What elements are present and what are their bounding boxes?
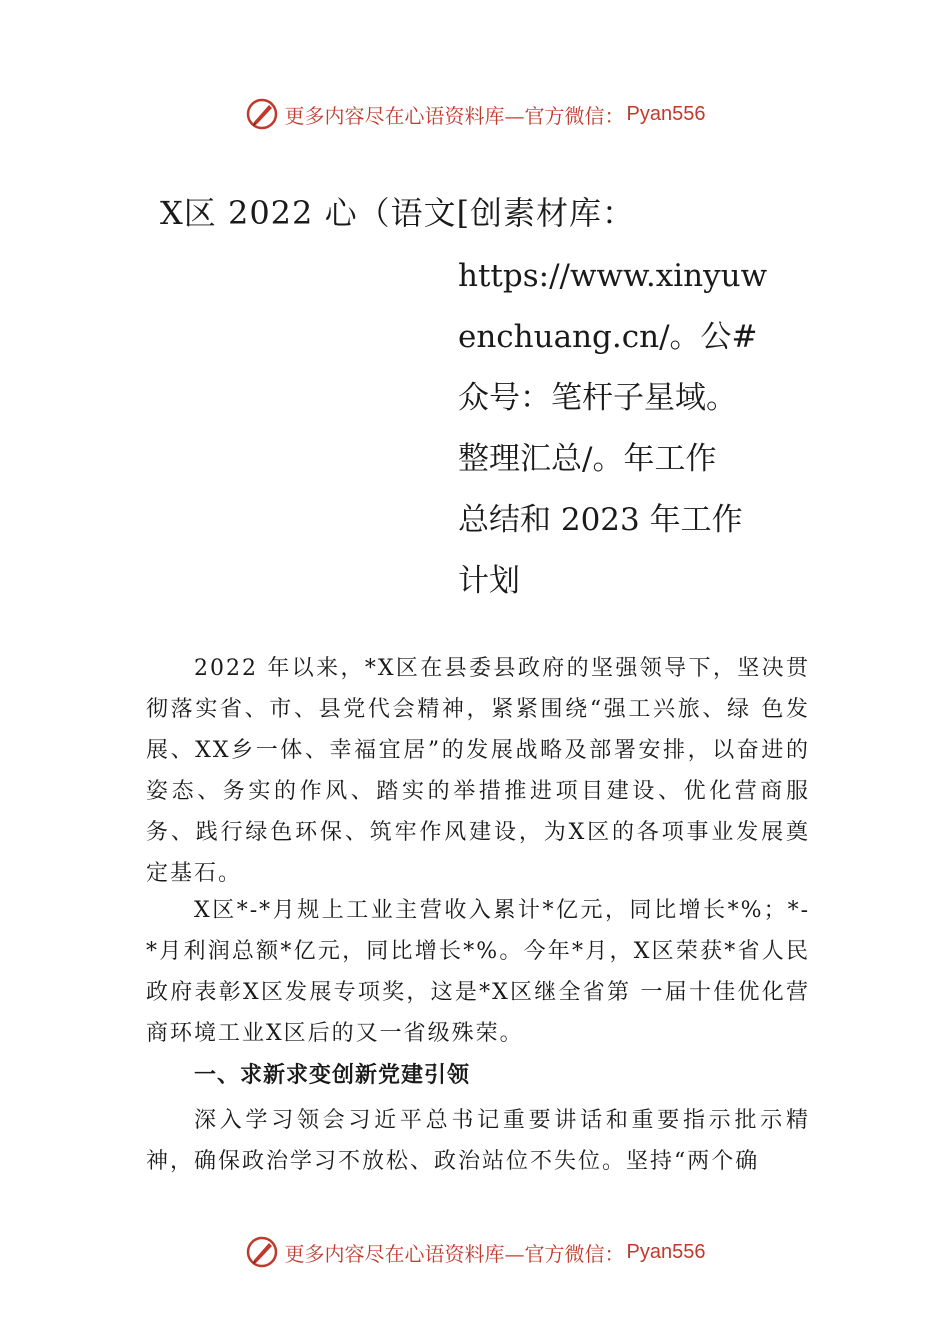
header-banner [0, 92, 950, 136]
title-line: 计划 [458, 563, 520, 599]
body-paragraph-1: 2022 年以来，*X区在县委县政府的坚强领导下，坚决贯彻落实省、市、县党代会精神，紧紧围绕“强工兴旅、绿 色发展、XX乡一体、幸福宜居”的发展战略及部署安排，以奋进的姿态、务实的作风、踏实的举措推进项目建设、优化营商服务、践行绿色环保、筑牢作风建设，为X区的各项事业发展奠定基石。 [146, 656, 810, 886]
document-title-block [458, 246, 788, 612]
banner-wechat-id: Pyan556 [626, 1240, 706, 1263]
title-line: 总结和 2023 年工作 [458, 502, 743, 538]
body-paragraph-2: X区*-*月规上工业主营收入累计*亿元，同比增长*%；*-*月利润总额*亿元，同比增长*%。今年*月，X区荣获*省人民政府表彰X区发展专项奖，这是*X区继全省第 一届十佳优化营商环境工业X区后的又一省级殊荣。 [146, 898, 810, 1046]
document-title-line1: X区 2022 心（语文[创素材库： [160, 194, 636, 232]
title-line: 整理汇总/。年工作 [458, 441, 717, 477]
pen-circle-logo-icon [245, 97, 279, 131]
title-line: enchuang.cn/。公# [458, 319, 758, 355]
body-paragraph-3: 深入学习领会习近平总书记重要讲话和重要指示批示精神，确保政治学习不放松、政治站位不失位。坚持“两个确 [146, 1108, 810, 1174]
banner-text: 更多内容尽在心语资料库—官方微信： [284, 103, 625, 128]
pen-circle-logo-icon [245, 1235, 279, 1269]
title-line: 众号：笔杆子星域。 [458, 380, 737, 416]
banner-text: 更多内容尽在心语资料库—官方微信： [284, 1241, 625, 1266]
title-line: https://www.xinyuw [458, 258, 768, 294]
footer-banner [0, 1230, 950, 1274]
section-heading-1: 一、求新求变创新党建引领 [194, 1063, 471, 1088]
banner-wechat-id: Pyan556 [626, 102, 706, 125]
